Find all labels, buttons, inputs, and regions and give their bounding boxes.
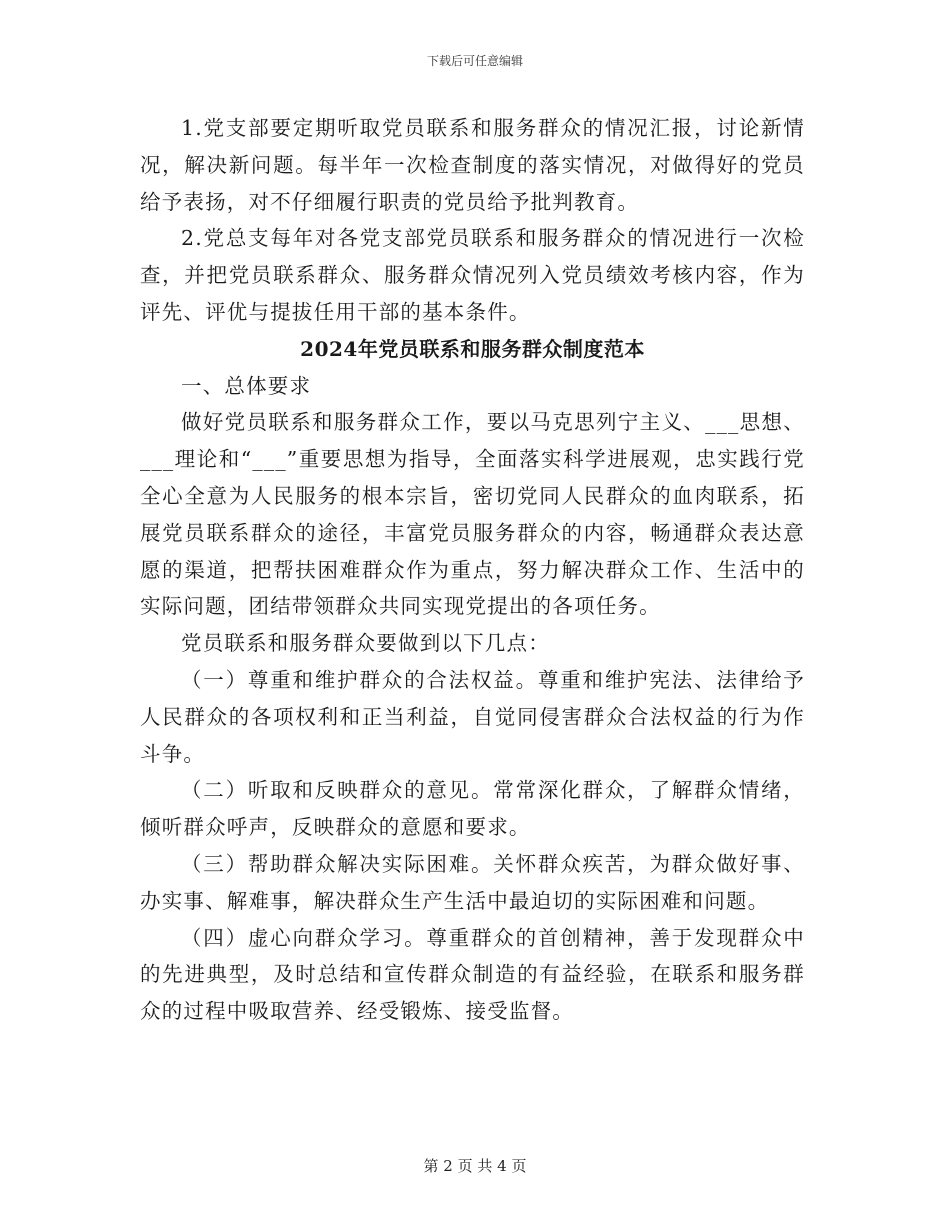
document-body [140,110,805,1030]
page-header-note: 下载后可任意编辑 [426,54,523,68]
list-item-2: （二）听取和反映群众的意见。常常深化群众，了解群众情绪，倾听群众呼声，反映群众的意愿和要求。 [140,778,805,840]
paragraph-guiding-principles: 做好党员联系和服务群众工作，要以马克思列宁主义、___思想、___理论和“___”重要思想为指导，全面落实科学进展观，忠实践行党全心全意为人民服务的根本宗旨，密切党同人民群众的血肉联系，拓展党员联系群众的途径，丰富党员服务群众的内容，畅通群众表达意愿的渠道，把帮扶困难群众作为重点，努力解决群众工作、生活中的实际问题，团结带领群众共同实现党提出的各项任务。 [140,410,805,619]
section-title: 2024年党员联系和服务群众制度范本 [300,336,645,361]
list-item-3: （三）帮助群众解决实际困难。关怀群众疾苦，为群众做好事、办实事、解难事，解决群众生产生活中最迫切的实际困难和问题。 [140,851,805,913]
paragraph-1: 1.党支部要定期听取党员联系和服务群众的情况汇报，讨论新情况，解决新问题。每半年一次检查制度的落实情况，对做得好的党员给予表扬，对不仔细履行职责的党员给予批判教育。 [140,116,805,214]
page-number-footer: 第 2 页 共 4 页 [423,1157,527,1175]
paragraph-2: 2.党总支每年对各党支部党员联系和服务群众的情况进行一次检查，并把党员联系群众、服务群众情况列入党员绩效考核内容，作为评先、评优与提拔任用干部的基本条件。 [140,226,805,324]
paragraph-key-points-intro: 党员联系和服务群众要做到以下几点： [181,631,550,656]
list-item-4: （四）虚心向群众学习。尊重群众的首创精神，善于发现群众中的先进典型，及时总结和宣传群众制造的有益经验，在联系和服务群众的过程中吸取营养、经受锻炼、接受监督。 [140,925,805,1024]
subsection-heading-general-requirements: 一、总体要求 [181,373,312,398]
list-item-1: （一）尊重和维护群众的合法权益。尊重和维护宪法、法律给予人民群众的各项权利和正当利益，自觉同侵害群众合法权益的行为作斗争。 [140,667,805,766]
